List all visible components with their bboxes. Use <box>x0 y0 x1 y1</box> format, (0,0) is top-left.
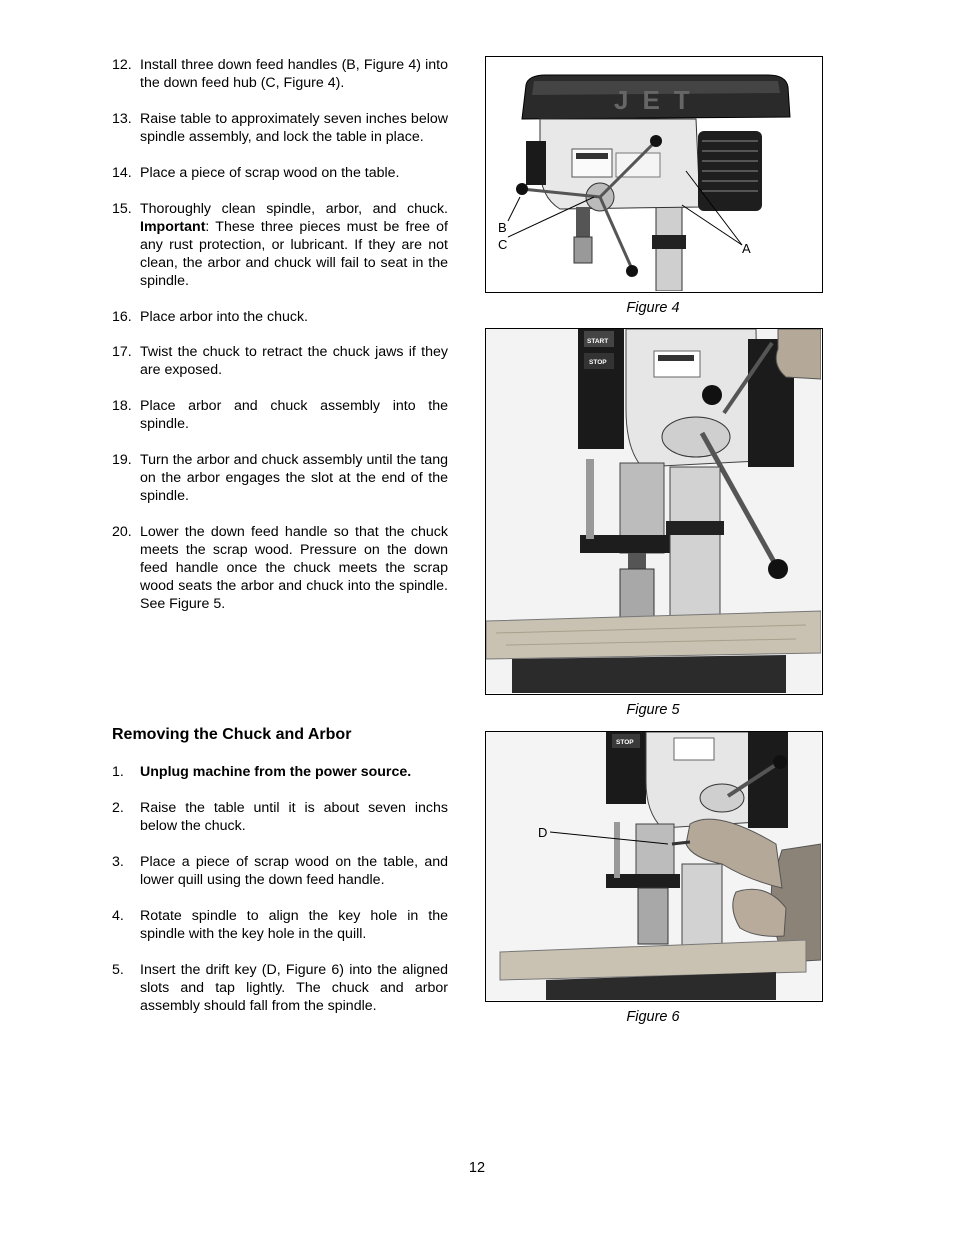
step-text: Place a piece of scrap wood on the table, and lower quill using the down feed handle. <box>140 854 448 888</box>
instructions-part1 <box>112 56 448 613</box>
callout-c: C <box>498 237 508 252</box>
step-5 <box>112 961 448 1015</box>
stop-label: STOP <box>616 739 634 746</box>
callout-b: B <box>498 220 507 235</box>
section-heading: Removing the Chuck and Arbor <box>112 726 352 743</box>
step-number: 4. <box>112 908 124 924</box>
step-number: 18. <box>112 398 132 414</box>
step-text: Insert the drift key (D, Figure 6) into the aligned slots and tap lightly. The chuck and arbor assembly should fall from the spindle. <box>140 962 448 1014</box>
callout-d: D <box>538 825 548 840</box>
step-number: 1. <box>112 764 124 780</box>
step-number: 17. <box>112 344 132 360</box>
figure-4-drill-press-head <box>485 56 823 293</box>
step-16 <box>112 308 448 326</box>
step-text: Turn the arbor and chuck assembly until the tang on the arbor engages the slot at the end of the spindle. <box>140 452 448 504</box>
step-number: 2. <box>112 800 124 816</box>
figure-4-caption: Figure 4 <box>626 300 680 316</box>
figure-5-caption: Figure 5 <box>626 702 680 718</box>
step-text: Place arbor and chuck assembly into the spindle. <box>140 398 448 432</box>
step-17 <box>112 343 448 379</box>
start-label: START <box>587 338 609 345</box>
page-number: 12 <box>468 1160 486 1176</box>
step-number: 15. <box>112 201 132 217</box>
step-number: 5. <box>112 962 124 978</box>
step-text: Place a piece of scrap wood on the table. <box>140 165 400 181</box>
step-text-continued: : These three pieces must be free of any rust protection, or lubricant. If they are not clean, the arbor and chuck will fail to seat in the spindle. <box>140 219 448 289</box>
step-3 <box>112 853 448 889</box>
important-label: Important <box>140 219 206 235</box>
drift-key-photo <box>486 732 821 1000</box>
stop-label: STOP <box>589 359 607 366</box>
step-number: 19. <box>112 452 132 468</box>
step-text: Raise table to approximately seven inches below spindle assembly, and lock the table in place. <box>140 111 448 145</box>
step-1 <box>112 763 448 781</box>
drill-press-illustration <box>486 57 821 291</box>
chuck-seating-photo <box>486 329 821 693</box>
instructions-part2 <box>112 763 448 1015</box>
step-text: Twist the chuck to retract the chuck jaws if they are exposed. <box>140 344 448 378</box>
jet-logo: JET <box>614 85 704 115</box>
step-14 <box>112 164 448 182</box>
step-19 <box>112 451 448 505</box>
step-number: 14. <box>112 165 132 181</box>
step-number: 16. <box>112 309 132 325</box>
step-12 <box>112 56 448 92</box>
step-text: Install three down feed handles (B, Figure 4) into the down feed hub (C, Figure 4). <box>140 57 448 91</box>
step-number: 3. <box>112 854 124 870</box>
step-15 <box>112 200 448 290</box>
figure-6-caption: Figure 6 <box>626 1009 680 1025</box>
step-number: 20. <box>112 524 132 540</box>
step-text: Place arbor into the chuck. <box>140 309 308 325</box>
step-20 <box>112 523 448 613</box>
step-number: 13. <box>112 111 132 127</box>
step-text: Unplug machine from the power source. <box>140 764 412 780</box>
figure-5-chuck-seating <box>485 328 823 695</box>
step-4 <box>112 907 448 943</box>
step-number: 12. <box>112 57 132 73</box>
step-text: Rotate spindle to align the key hole in the spindle with the key hole in the quill. <box>140 908 448 942</box>
callout-a: A <box>742 241 751 256</box>
step-18 <box>112 397 448 433</box>
step-text: Lower the down feed handle so that the chuck meets the scrap wood. Pressure on the down feed handle once the chuck meets the scrap wood seats the arbor and chuck into the spindle. See Figure 5. <box>140 524 448 612</box>
step-text: Thoroughly clean spindle, arbor, and chuck. <box>140 201 448 217</box>
step-2 <box>112 799 448 835</box>
figure-6-drift-key <box>485 731 823 1002</box>
step-13 <box>112 110 448 146</box>
step-text: Raise the table until it is about seven inchs below the chuck. <box>140 800 448 834</box>
